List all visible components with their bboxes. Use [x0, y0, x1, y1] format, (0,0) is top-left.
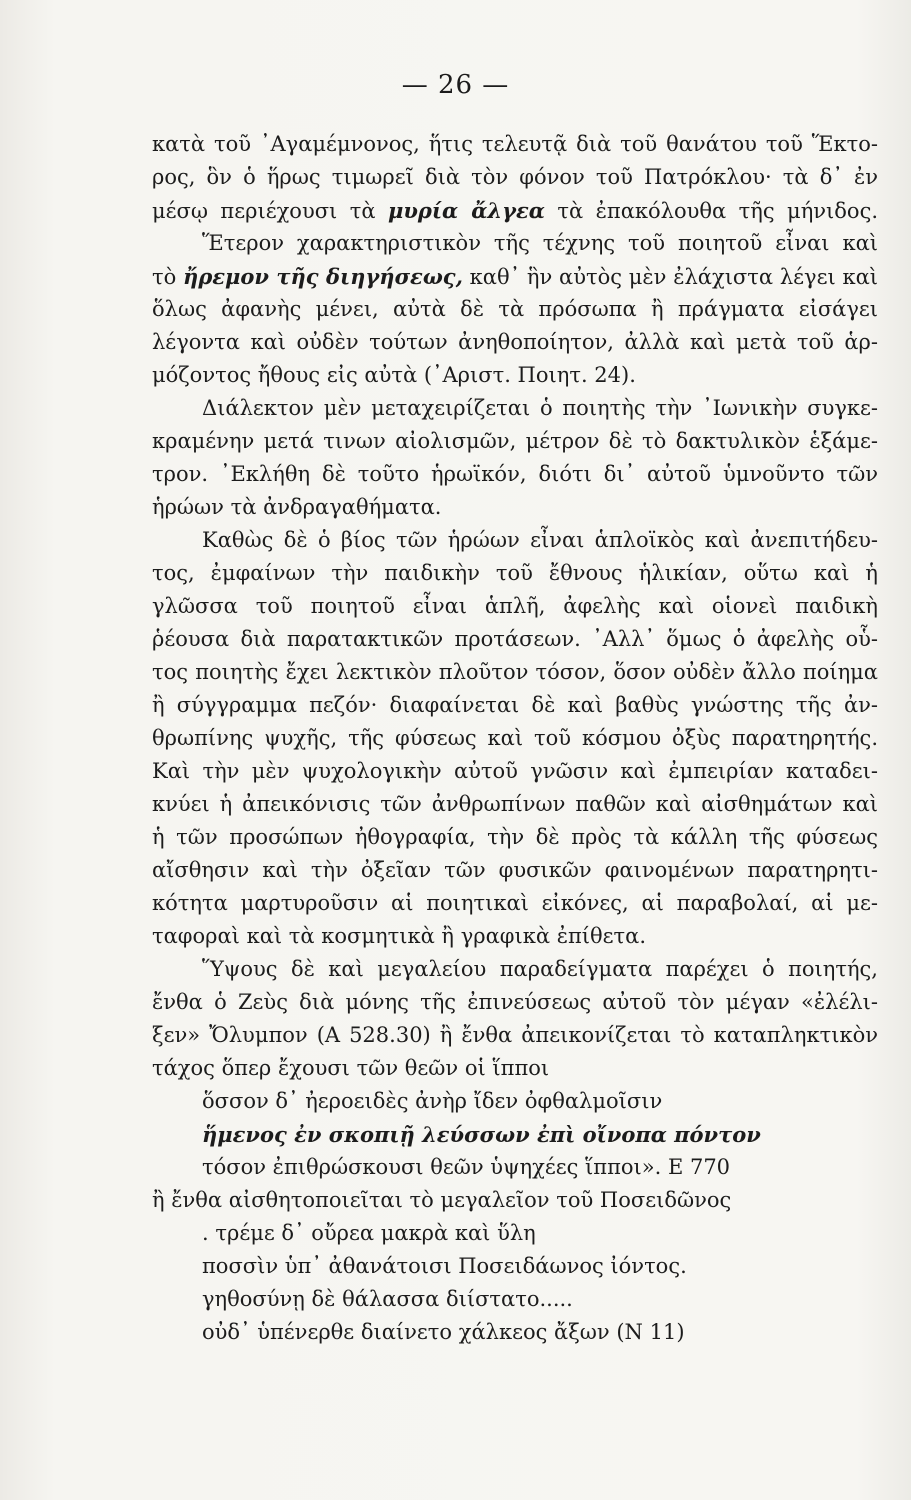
text-line: ὅσσον δ᾿ ἠεροειδὲς ἀνὴρ ἴδεν ὀφθαλμοῖσιν — [202, 1089, 663, 1113]
text-line: ταφοραὶ καὶ τὰ κοσμητικὰ ἢ γραφικὰ ἐπίθετα. — [152, 924, 646, 948]
text-segment: καθ᾿ ἣν αὐτὸς μὲν ἐλάχιστα λέγει καὶ — [462, 265, 878, 289]
text-line: ποσσὶν ὑπ᾿ ἀθανάτοισι Ποσειδάωνος ἰόντος. — [202, 1254, 687, 1278]
text-line: Καθὼς δὲ ὁ βίος τῶν ἡρώων εἶναι ἁπλοϊκὸς καὶ ἀνεπιτήδευ- — [202, 528, 878, 552]
text-line: κραμένην μετά τινων αἰολισμῶν, μέτρον δὲ τὸ δακτυλικὸν ἑξάμε- — [152, 429, 878, 453]
text-line — [152, 194, 878, 227]
text-segment: τὸ — [152, 265, 184, 289]
text-line: Ὕψους δὲ καὶ μεγαλείου παραδείγματα παρέχει ὁ ποιητής, — [202, 957, 878, 981]
text-line: ρος, ὃν ὁ ἥρως τιμωρεῖ διὰ τὸν φόνον τοῦ Πατρόκλου· τὰ δ᾿ ἐν — [152, 165, 878, 189]
text-line: κότητα μαρτυροῦσιν αἱ ποιητικαὶ εἰκόνες, αἱ παραβολαί, αἱ με- — [152, 891, 878, 915]
text-line: ἔνθα ὁ Ζεὺς διὰ μόνης τῆς ἐπινεύσεως αὐτοῦ τὸν μέγαν «ἐλέλι- — [152, 990, 878, 1014]
emphasized-text: μυρία ἄλγεα — [387, 198, 545, 223]
text-segment: τὰ ἐπακόλουθα τῆς μήνιδος. — [544, 199, 878, 223]
text-line: Ἕτερον χαρακτηριστικὸν τῆς τέχνης τοῦ ποιητοῦ εἶναι καὶ — [202, 231, 878, 255]
text-line: γλῶσσα τοῦ ποιητοῦ εἶναι ἁπλῆ, ἀφελὴς καὶ οἱονεὶ παιδικὴ — [152, 594, 878, 618]
text-segment: μέσῳ περιέχουσι τὰ — [152, 199, 388, 223]
text-line: τος, ἐμφαίνων τὴν παιδικὴν τοῦ ἔθνους ἡλικίαν, οὕτω καὶ ἡ — [152, 561, 878, 585]
text-line: . τρέμε δ᾿ οὔρεα μακρὰ καὶ ὕλη — [202, 1221, 536, 1245]
text-line: λέγοντα καὶ οὐδὲν τούτων ἀνηθοποίητον, ἀλλὰ καὶ μετὰ τοῦ ἁρ- — [152, 330, 878, 354]
text-line: οὐδ᾿ ὑπένερθε διαίνετο χάλκεος ἄξων (Ν 11) — [202, 1320, 685, 1344]
text-line — [152, 1118, 878, 1151]
text-line: ἡ τῶν προσώπων ἠθογραφία, τὴν δὲ πρὸς τὰ κάλλη τῆς φύσεως — [152, 825, 878, 849]
text-line: κνύει ἡ ἀπεικόνισις τῶν ἀνθρωπίνων παθῶν καὶ αἰσθημάτων καὶ — [152, 792, 878, 816]
page-number: — 26 — — [401, 70, 510, 100]
emphasized-text: ἤρεμον τῆς διηγήσεως, — [183, 264, 463, 289]
text-line: ξεν» Ὄλυμπον (Α 528.30) ἢ ἔνθα ἀπεικονίζεται τὸ καταπληκτικὸν — [152, 1023, 878, 1047]
text-line: ἢ ἔνθα αἰσθητοποιεῖται τὸ μεγαλεῖον τοῦ Ποσειδῶνος — [152, 1188, 732, 1212]
text-line: τάχος ὅπερ ἔχουσι τῶν θεῶν οἱ ἵπποι — [152, 1056, 550, 1080]
text-line: Διάλεκτον μὲν μεταχειρίζεται ὁ ποιητὴς τὴν ᾿Ιωνικὴν συγκε- — [202, 396, 878, 420]
text-line: τόσον ἐπιθρώσκουσι θεῶν ὑψηχέες ἵπποι». Ε 770 — [202, 1155, 731, 1179]
text-line: κατὰ τοῦ ᾿Αγαμέμνονος, ἥτις τελευτᾷ διὰ τοῦ θανάτου τοῦ Ἕκτο- — [152, 132, 878, 156]
body-text — [152, 128, 878, 1349]
text-line: ἢ σύγγραμμα πεζόν· διαφαίνεται δὲ καὶ βαθὺς γνώστης τῆς ἀν- — [152, 693, 878, 717]
text-line: ῥέουσα διὰ παρατακτικῶν προτάσεων. ᾿Αλλ᾿ ὅμως ὁ ἀφελὴς οὗ- — [152, 627, 878, 651]
text-line: θρωπίνης ψυχῆς, τῆς φύσεως καὶ τοῦ κόσμου ὀξὺς παρατηρητής. — [152, 726, 878, 750]
text-line: τος ποιητὴς ἔχει λεκτικὸν πλοῦτον τόσον, ὅσον οὐδὲν ἄλλο ποίημα — [152, 660, 878, 684]
text-line: γηθοσύνῃ δὲ θάλασσα διίστατο..... — [202, 1287, 573, 1311]
text-line: ἡρώων τὰ ἀνδραγαθήματα. — [152, 495, 442, 519]
text-line: αἴσθησιν καὶ τὴν ὀξεῖαν τῶν φυσικῶν φαινομένων παρατηρητι- — [152, 858, 878, 882]
text-line: ὅλως ἀφανὴς μένει, αὐτὰ δὲ τὰ πρόσωπα ἢ πράγματα εἰσάγει — [152, 297, 878, 321]
text-line: τρον. ᾿Εκλήθη δὲ τοῦτο ἡρωϊκόν, διότι δι᾿ αὐτοῦ ὑμνοῦντο τῶν — [152, 462, 878, 486]
text-line — [152, 260, 878, 293]
text-line: Καὶ τὴν μὲν ψυχολογικὴν αὐτοῦ γνῶσιν καὶ ἐμπειρίαν καταδει- — [152, 759, 878, 783]
emphasized-text: ἥμενος ἐν σκοπιῇ λεύσσων ἐπὶ οἴνοπα πόντον — [202, 1122, 761, 1147]
text-line: μόζοντος ἤθους εἰς αὐτὰ (᾿Αριστ. Ποιητ. 24). — [152, 363, 636, 387]
